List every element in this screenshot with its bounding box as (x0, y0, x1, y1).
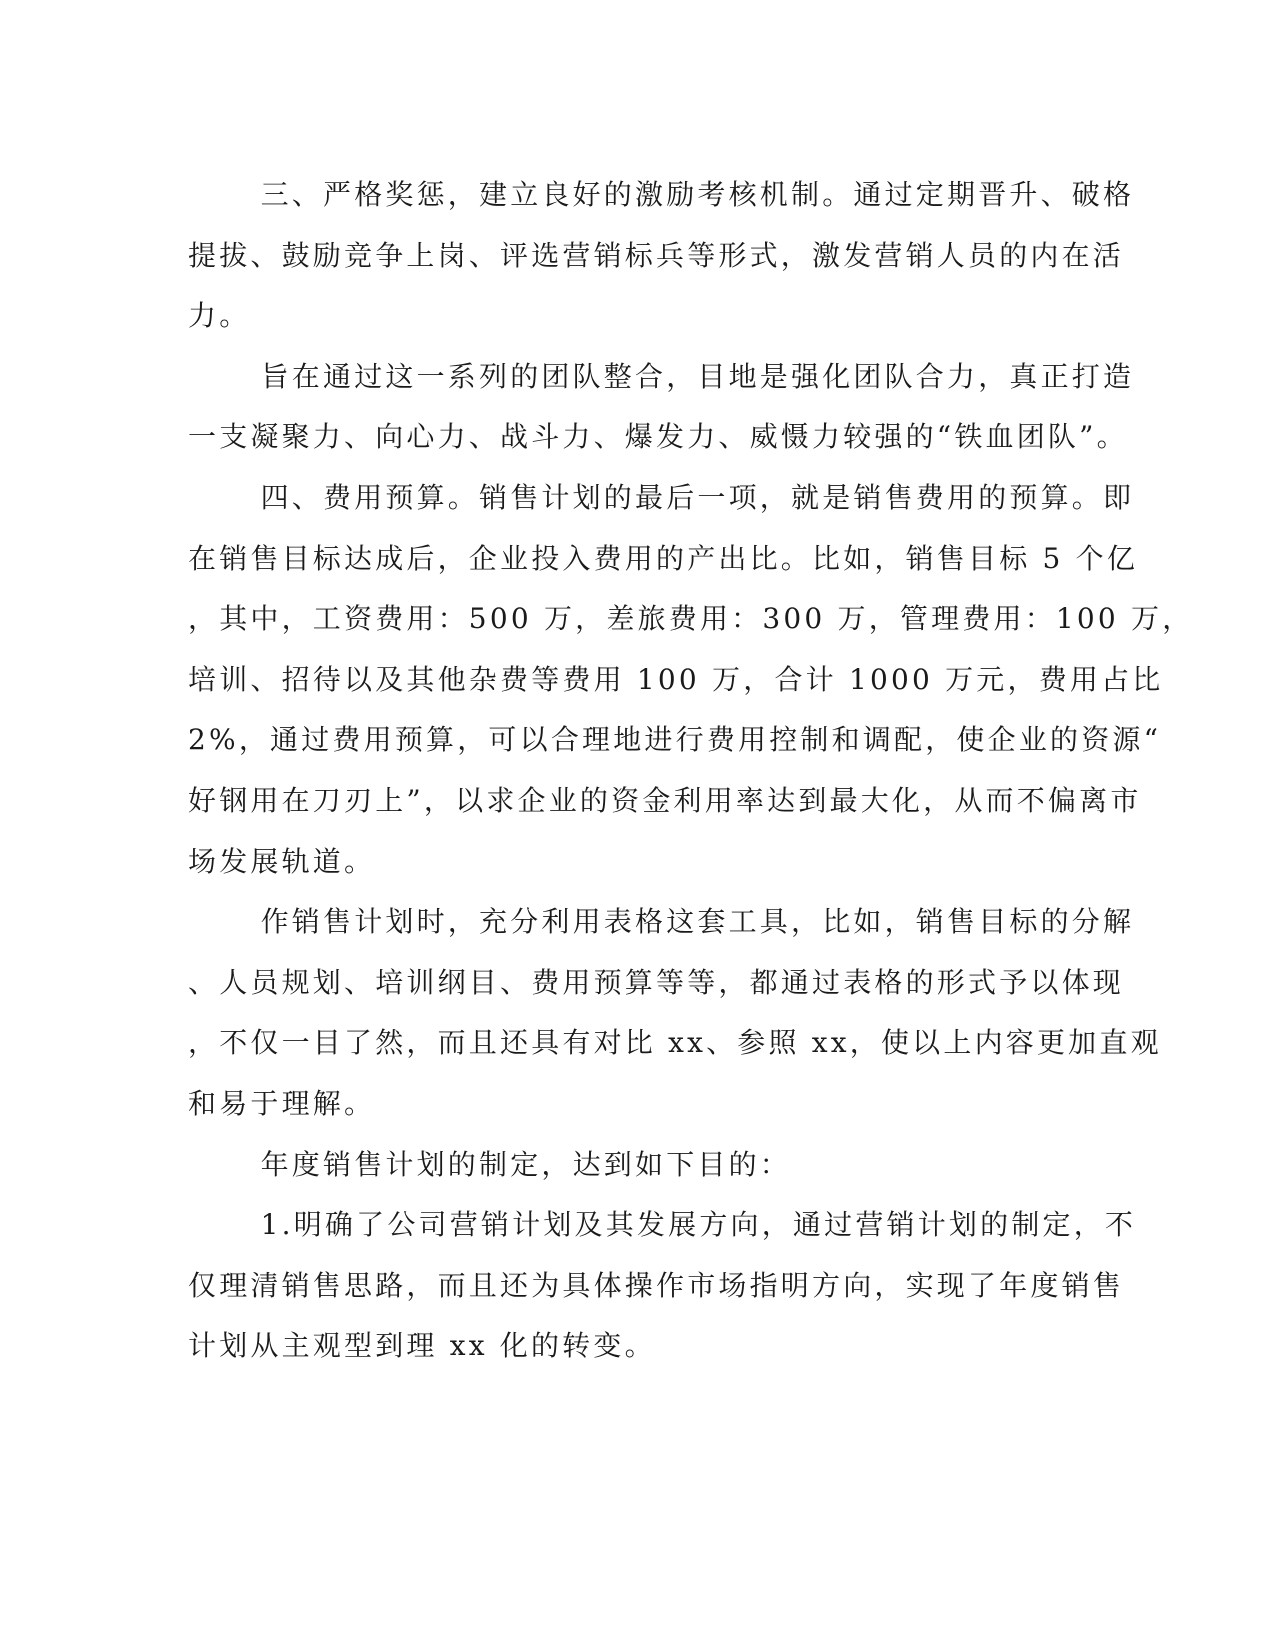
text-line: ，其中，工资费用：500 万，差旅费用：300 万，管理费用：100 万， (188, 602, 1194, 636)
text-line: ，不仅一目了然，而且还具有对比 xx、参照 xx，使以上内容更加直观 (188, 1026, 1162, 1060)
text-line: 仅理清销售思路，而且还为具体操作市场指明方向，实现了年度销售 (188, 1268, 1125, 1302)
text-line: 在销售目标达成后，企业投入费用的产出比。比如，销售目标 5 个亿 (188, 541, 1139, 575)
text-line: 培训、招待以及其他杂费等费用 100 万，合计 1000 万元，费用占比 (188, 662, 1164, 696)
text-line: 一支凝聚力、向心力、战斗力、爆发力、威慑力较强的“铁血团队”。 (188, 420, 1128, 454)
text-line: 年度销售计划的制定，达到如下目的： (188, 1147, 792, 1181)
text-line: 提拔、鼓励竞争上岗、评选营销标兵等形式，激发营销人员的内在活 (188, 238, 1125, 272)
text-line: 计划从主观型到理 xx 化的转变。 (188, 1329, 656, 1363)
text-line: 场发展轨道。 (188, 844, 376, 878)
text-line: 1.明确了公司营销计划及其发展方向，通过营销计划的制定，不 (188, 1208, 1137, 1242)
text-line: 力。 (188, 299, 251, 333)
text-line: 、人员规划、培训纲目、费用预算等等，都通过表格的形式予以体现 (188, 965, 1125, 999)
text-line: 旨在通过这一系列的团队整合，目地是强化团队合力，真正打造 (188, 359, 1135, 393)
text-line: 好钢用在刀刃上”，以求企业的资金利用率达到最大化，从而不偏离市 (188, 783, 1142, 817)
text-line: 作销售计划时，充分利用表格这套工具，比如，销售目标的分解 (188, 905, 1135, 939)
text-line: 四、费用预算。销售计划的最后一项，就是销售费用的预算。即 (188, 480, 1135, 514)
text-line: 三、严格奖惩，建立良好的激励考核机制。通过定期晋升、破格 (188, 178, 1135, 211)
text-line: 和易于理解。 (188, 1086, 376, 1120)
text-line: 2%，通过费用预算，可以合理地进行费用控制和调配，使企业的资源“ (188, 723, 1162, 757)
document-body (188, 165, 1194, 1377)
